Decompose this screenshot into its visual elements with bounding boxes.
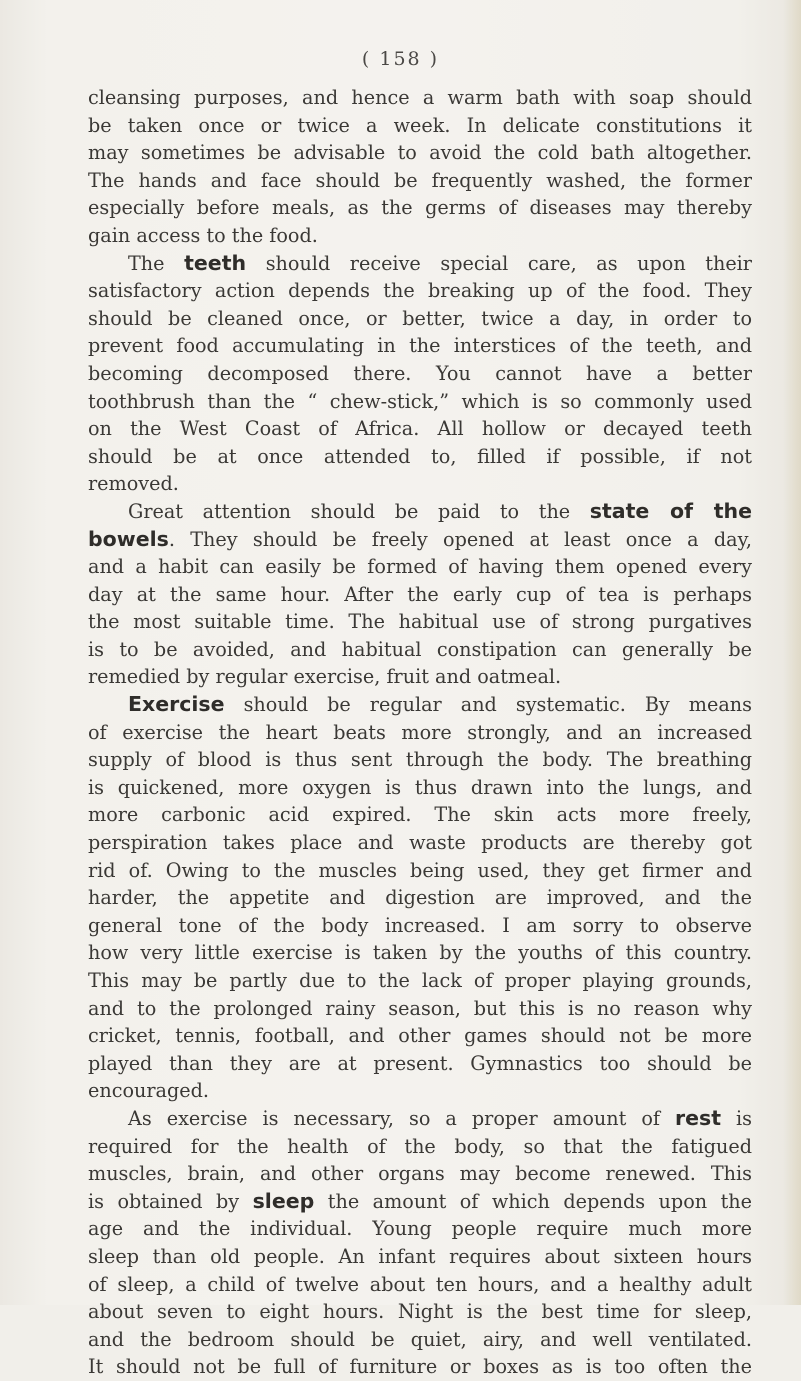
text-line: [88, 1298, 752, 1326]
text-line: [88, 967, 752, 995]
line-text: toothbrush than the “ chew-stick,” which is so commonly used: [88, 389, 752, 413]
text-line: [88, 719, 752, 747]
line-text: rid of. Owing to the muscles being used, they get firmer and: [88, 858, 752, 882]
line-text: becoming decomposed there. You cannot have a better: [88, 361, 752, 385]
line-text: how very little exercise is taken by the youths of this country.: [88, 941, 752, 965]
text-line: [88, 250, 752, 278]
line-text: cleansing purposes, and hence a warm bath with soap should: [88, 86, 752, 109]
text-line: [88, 691, 752, 719]
line-text: This may be partly due to the lack of proper playing grounds,: [88, 969, 752, 992]
text-line: [88, 498, 752, 526]
page-number: ( 158 ): [361, 48, 440, 70]
keyword-heading: Exercise: [128, 692, 225, 717]
line-text: The: [128, 251, 185, 275]
line-text: is quickened, more oxygen is thus drawn into the lungs, and: [88, 775, 752, 799]
text-line: [88, 553, 752, 581]
line-text: especially before meals, as the germs of diseases may thereby: [88, 196, 752, 220]
line-text: It should not be full of furniture or boxes as is too often the: [88, 1355, 752, 1379]
text-line: [88, 1188, 752, 1216]
text-line: [88, 1215, 752, 1243]
line-text: satisfactory action depends the breaking up of the food. They: [88, 279, 752, 303]
line-text: and a habit can easily be formed of having them opened every: [88, 555, 752, 579]
text-line: [88, 470, 752, 498]
text-line: [88, 1050, 752, 1078]
text-line: [88, 332, 752, 360]
text-line: [88, 222, 752, 250]
line-text: should be cleaned once, or better, twice a day, in order to: [88, 306, 752, 330]
text-line: [88, 305, 752, 333]
text-line: [88, 746, 752, 774]
line-text: day at the same hour. After the early cup of tea is perhaps: [88, 582, 752, 606]
text-line: [88, 112, 752, 140]
line-text: is to be avoided, and habitual constipation can generally be: [88, 637, 752, 661]
line-text: is: [721, 1106, 752, 1130]
line-text: the amount of which depends upon the: [314, 1189, 752, 1213]
keyword-heading: bowels: [88, 526, 169, 551]
line-text: and the bedroom should be quiet, airy, and well ventilated.: [88, 1327, 752, 1351]
keyword-heading: sleep: [252, 1188, 315, 1213]
text-line: [88, 829, 752, 857]
text-line: [88, 663, 752, 691]
text-line: [88, 857, 752, 885]
line-text: The hands and face should be frequently washed, the former: [88, 168, 752, 192]
line-text: As exercise is necessary, so a proper amount of: [128, 1106, 675, 1130]
text-line: [88, 443, 752, 471]
line-text: encouraged.: [88, 1079, 209, 1103]
line-text: Great attention should be paid to the: [128, 499, 590, 523]
line-text: should be at once attended to, filled if possible, if not: [88, 444, 752, 468]
keyword-heading: teeth: [184, 250, 247, 275]
text-line: [88, 912, 752, 940]
keyword-heading: state of the: [589, 498, 752, 523]
text-line: [88, 774, 752, 802]
text-line: [88, 1243, 752, 1271]
line-text: supply of blood is thus sent through the body. The breathing: [88, 748, 752, 772]
text-line: [88, 884, 752, 912]
line-text: may sometimes be advisable to avoid the cold bath altogether.: [88, 141, 752, 165]
text-line: [88, 1077, 752, 1105]
body-text: [88, 84, 752, 1381]
text-line: [88, 415, 752, 443]
text-line: [88, 360, 752, 388]
text-line: [88, 939, 752, 967]
text-line: [88, 167, 752, 195]
text-line: [88, 1271, 752, 1299]
line-text: the most suitable time. The habitual use of strong purgatives: [88, 610, 752, 634]
text-line: [88, 608, 752, 636]
line-text: more carbonic acid expired. The skin acts more freely,: [88, 803, 752, 827]
line-text: be taken once or twice a week. In delicate constitutions it: [88, 113, 752, 137]
line-text: prevent food accumulating in the interstices of the teeth, and: [88, 334, 752, 358]
text-line: [88, 1105, 752, 1133]
text-line: [88, 581, 752, 609]
text-line: [88, 1353, 752, 1381]
text-line: [88, 388, 752, 416]
line-text: is obtained by: [88, 1189, 253, 1213]
text-line: [88, 277, 752, 305]
line-text: perspiration takes place and waste products are thereby got: [88, 831, 752, 855]
line-text: age and the individual. Young people require much more: [88, 1217, 752, 1241]
line-text: should be regular and systematic. By means: [224, 693, 752, 717]
text-line: [88, 995, 752, 1023]
text-line: [88, 1160, 752, 1188]
text-line: [88, 526, 752, 554]
text-line: [88, 1022, 752, 1050]
keyword-heading: rest: [674, 1105, 721, 1130]
line-text: sleep than old people. An infant requires about sixteen hours: [88, 1244, 752, 1268]
line-text: of exercise the heart beats more strongly, and an increased: [88, 720, 752, 744]
line-text: played than they are at present. Gymnastics too should be: [88, 1051, 752, 1075]
text-line: [88, 84, 752, 112]
page-edge-shadow: [783, 0, 801, 1305]
line-text: cricket, tennis, football, and other games should not be more: [88, 1024, 752, 1048]
line-text: general tone of the body increased. I am sorry to observe: [88, 913, 752, 937]
line-text: . They should be freely opened at least once a day,: [168, 527, 752, 551]
text-line: [88, 139, 752, 167]
text-line: [88, 636, 752, 664]
line-text: remedied by regular exercise, fruit and oatmeal.: [88, 665, 562, 689]
line-text: gain access to the food.: [88, 223, 318, 247]
line-text: should receive special care, as upon their: [246, 251, 752, 275]
text-line: [88, 194, 752, 222]
line-text: of sleep, a child of twelve about ten hours, and a healthy adult: [88, 1272, 752, 1296]
line-text: about seven to eight hours. Night is the best time for sleep,: [88, 1300, 752, 1324]
text-line: [88, 1326, 752, 1354]
line-text: on the West Coast of Africa. All hollow or decayed teeth: [88, 417, 752, 441]
line-text: harder, the appetite and digestion are improved, and the: [88, 886, 752, 910]
line-text: muscles, brain, and other organs may become renewed. This: [88, 1162, 752, 1186]
line-text: required for the health of the body, so that the fatigued: [88, 1134, 752, 1158]
line-text: removed.: [88, 472, 179, 496]
line-text: and to the prolonged rainy season, but this is no reason why: [88, 996, 752, 1020]
text-line: [88, 1133, 752, 1161]
text-line: [88, 801, 752, 829]
